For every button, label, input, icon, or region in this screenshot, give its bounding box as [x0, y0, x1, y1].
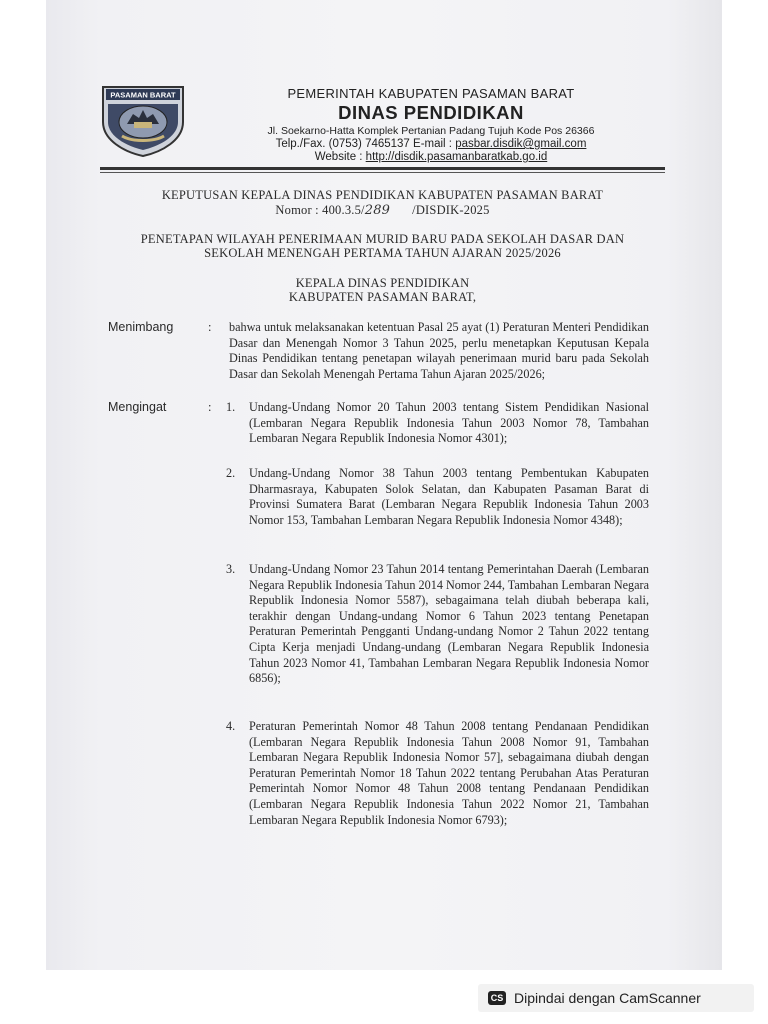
- government-name: PEMERINTAH KABUPATEN PASAMAN BARAT: [287, 86, 575, 101]
- decree-title: KEPUTUSAN KEPALA DINAS PENDIDIKAN KABUPATEN PASAMAN BARAT: [161, 188, 604, 202]
- mengingat-item-text: Undang-Undang Nomor 38 Tahun 2003 tentang Pembentukan Kabupaten Dharmasraya, Kabupaten Solok Selatan, dan Kabupaten Pasaman Barat di Provinsi Sumatera Barat (Lembaran Negara Republik Indonesia Tahun 2003 Nomor 153, Tambahan Lembaran Negara Republik Indonesia Nomor 4348);: [249, 466, 649, 527]
- decree-number-prefix: Nomor : 400.3.5/: [275, 203, 365, 217]
- menimbang-label: Menimbang: [108, 320, 174, 334]
- decree-number: [100, 203, 665, 218]
- decree-subject-line1: PENETAPAN WILAYAH PENERIMAAN MURID BARU PADA SEKOLAH DASAR DAN: [140, 232, 625, 246]
- letterhead-divider-thin: [100, 172, 665, 173]
- logo-text: PASAMAN BARAT: [110, 90, 176, 100]
- mengingat-colon: :: [208, 400, 212, 414]
- decree-number-handwritten: 289: [364, 203, 391, 218]
- camscanner-badge: [478, 984, 754, 1012]
- mengingat-item-number: 3.: [226, 562, 236, 576]
- mengingat-item-number: 2.: [226, 466, 236, 480]
- camscanner-icon: CS: [488, 991, 506, 1005]
- letterhead: [196, 84, 666, 163]
- mengingat-label: Mengingat: [108, 400, 167, 414]
- email-link[interactable]: pasbar.disdik@gmail.com: [455, 138, 587, 150]
- letterhead-divider-thick: [100, 167, 665, 170]
- official-title-line1: KEPALA DINAS PENDIDIKAN: [295, 276, 470, 290]
- mengingat-item-number: 4.: [226, 719, 236, 733]
- decree-subject-line2: SEKOLAH MENENGAH PERTAMA TAHUN AJARAN 2025/2026: [204, 246, 561, 260]
- pasaman-barat-logo: [100, 84, 186, 158]
- menimbang-colon: :: [208, 320, 212, 334]
- website-link[interactable]: http://disdik.pasamanbaratkab.go.id: [365, 151, 548, 163]
- website-line: [196, 151, 666, 163]
- camscanner-text: Dipindai dengan CamScanner: [514, 990, 701, 1006]
- phone-label: Telp./Fax. (0753) 7465137 E-mail :: [275, 138, 456, 150]
- mengingat-item-text: Undang-Undang Nomor 20 Tahun 2003 tentang Sistem Pendidikan Nasional (Lembaran Negara Republik Indonesia Tahun 2003 Nomor 78, Tambahan Lembaran Negara Republik Indonesia Nomor 4301);: [249, 400, 649, 446]
- office-name: DINAS PENDIDIKAN: [338, 102, 524, 123]
- mengingat-item-text: Peraturan Pemerintah Nomor 48 Tahun 2008 tentang Pendanaan Pendidikan (Lembaran Negara Republik Indonesia Tahun 2008 Nomor 91, Tambahan Lembaran Negara Republik Indonesia Nomor 57], sebagaimana diubah dengan Peraturan Pemerintah Nomor 18 Tahun 2022 tentang Perubahan Atas Peraturan Pemerintah Nomor Nomor 48 Tahun 2008 tentang Pendanaan Pendidikan (Lembaran Negara Republik Indonesia Tahun 2022 Nomor 21, Tambahan Lembaran Negara Republik Indonesia Nomor 6793);: [249, 719, 649, 827]
- decree-number-suffix: /DISDIK-2025: [412, 203, 490, 217]
- contact-line: [196, 138, 666, 150]
- official-title-line2: KABUPATEN PASAMAN BARAT,: [288, 290, 477, 304]
- mengingat-item-number: 1.: [226, 400, 236, 414]
- menimbang-text: bahwa untuk melaksanakan ketentuan Pasal 25 ayat (1) Peraturan Menteri Pendidikan Dasar dan Menengah Nomor 3 Tahun 2025, perlu menetapkan Keputusan Kepala Dinas Pendidikan tentang penetapan wilayah penerimaan murid baru pada Sekolah Dasar dan Sekolah Menengah Pertama Tahun Ajaran 2025/2026;: [229, 320, 649, 381]
- mengingat-item-text: Undang-Undang Nomor 23 Tahun 2014 tentang Pemerintahan Daerah (Lembaran Negara Republik Indonesia Tahun 2014 Nomor 244, Tambahan Lembaran Negara Republik Indonesia Nomor 5587), sebagaimana telah diubah beberapa kali, terakhir dengan Undang-undang Nomor 6 Tahun 2023 tentang Penetapan Peraturan Pemerintah Pengganti Undang-undang Nomor 2 Tahun 2022 tentang Cipta Kerja menjadi Undang-undang (Lembaran Negara Republik Indonesia Tahun 2023 Nomor 41, Tambahan Lembaran Negara Republik Indonesia Nomor 6856);: [249, 562, 649, 686]
- website-label: Website :: [314, 151, 366, 163]
- office-address: Jl. Soekarno-Hatta Komplek Pertanian Padang Tujuh Kode Pos 26366: [267, 125, 595, 137]
